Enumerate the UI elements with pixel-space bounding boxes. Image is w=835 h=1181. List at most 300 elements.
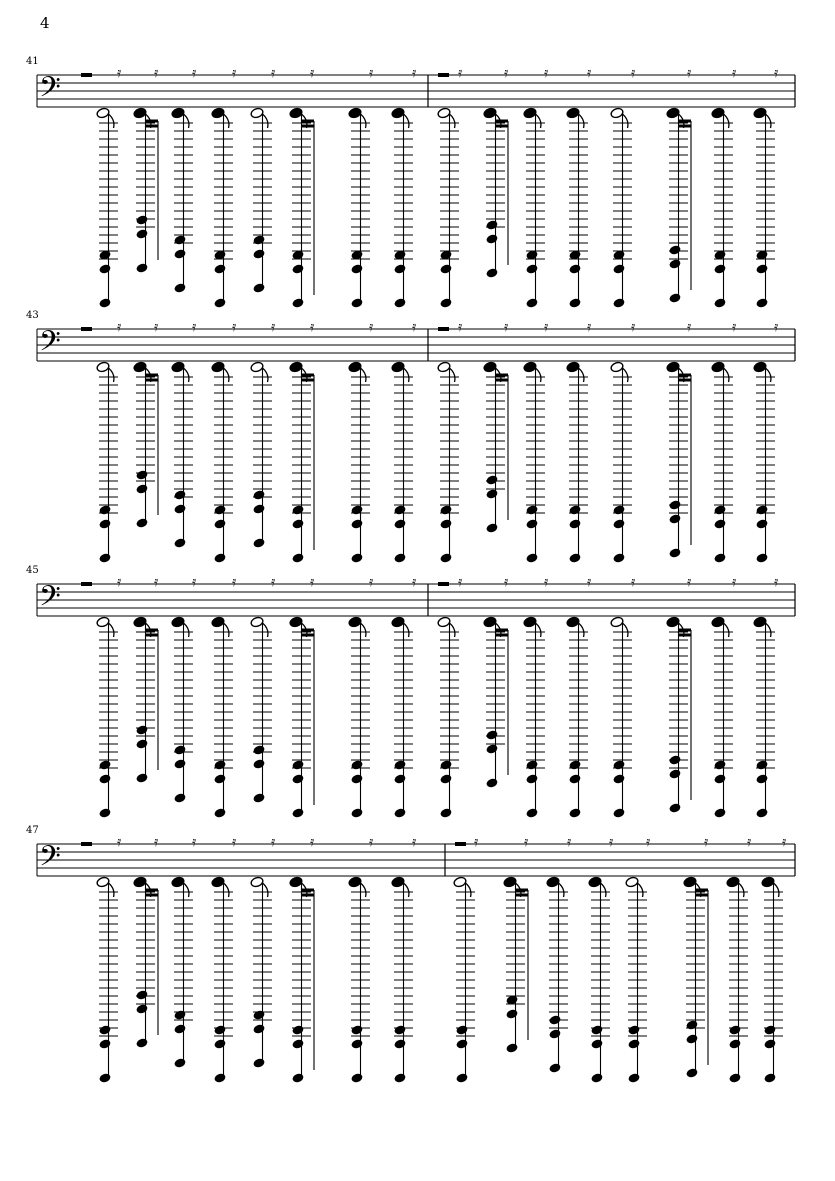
sixteenth-rest: 𝄿 (687, 319, 692, 335)
low-note-head (98, 1038, 111, 1049)
low-note-head (627, 1038, 640, 1049)
low-note-head (291, 504, 304, 515)
bottom-note-head (393, 807, 406, 818)
bottom-note-head (713, 552, 726, 563)
low-note-head (713, 518, 726, 529)
low-note-head (291, 1038, 304, 1049)
low-note-head (173, 1023, 186, 1034)
note-flag (450, 623, 455, 637)
low-note-head (590, 1024, 603, 1035)
bottom-note-head (135, 262, 148, 273)
note-flag (184, 368, 189, 382)
sixteenth-rest: 𝄿 (369, 574, 374, 590)
system-2-measure-number: 43 (26, 310, 39, 321)
low-note-head (135, 483, 148, 494)
low-note-head (455, 1038, 468, 1049)
sixteenth-rest: 𝄿 (192, 574, 197, 590)
sixteenth-rest: 𝄿 (774, 319, 779, 335)
bottom-note-head (590, 1072, 603, 1083)
low-note-head (668, 513, 681, 524)
whole-rest (81, 73, 92, 77)
note-flag (109, 368, 114, 382)
low-note-head (612, 504, 625, 515)
sixteenth-rest: 𝄿 (310, 834, 315, 850)
low-note-head (98, 759, 111, 770)
low-note-head (568, 518, 581, 529)
low-note-head (439, 518, 452, 529)
note-flag (766, 114, 771, 128)
note-flag (766, 368, 771, 382)
low-note-head (668, 258, 681, 269)
low-note-head (213, 263, 226, 274)
sixteenth-rest: 𝄿 (524, 834, 529, 850)
note-flag (623, 623, 628, 637)
low-note-head (525, 773, 538, 784)
sixteenth-rest: 𝄿 (271, 319, 276, 335)
low-note-head (291, 1024, 304, 1035)
low-note-head (252, 1023, 265, 1034)
low-note-head (350, 1038, 363, 1049)
low-note-head (98, 504, 111, 515)
bottom-note-head (252, 1057, 265, 1068)
note-flag (184, 114, 189, 128)
system-4 (37, 834, 795, 1084)
bottom-note-head (568, 297, 581, 308)
low-note-head (252, 758, 265, 769)
note-flag (224, 623, 229, 637)
low-note-head (291, 518, 304, 529)
low-note-head (505, 1008, 518, 1019)
low-note-head (568, 759, 581, 770)
sixteenth-rest: 𝄿 (117, 319, 122, 335)
low-note-head (763, 1024, 776, 1035)
note-flag (404, 623, 409, 637)
sixteenth-rest: 𝄿 (587, 574, 592, 590)
sixteenth-rest: 𝄿 (732, 65, 737, 81)
low-note-head (252, 234, 265, 245)
sixteenth-rest: 𝄿 (232, 574, 237, 590)
sixteenth-rest: 𝄿 (544, 319, 549, 335)
sixteenth-rest: 𝄿 (117, 834, 122, 850)
low-note-head (393, 1024, 406, 1035)
bottom-note-head (568, 807, 581, 818)
bottom-note-head (439, 297, 452, 308)
bottom-note-head (548, 1062, 561, 1073)
sixteenth-rest: 𝄿 (704, 834, 709, 850)
bottom-note-head (98, 1072, 111, 1083)
low-note-head (568, 504, 581, 515)
low-note-head (173, 758, 186, 769)
low-note-head (612, 773, 625, 784)
low-note-head (252, 1009, 265, 1020)
sixteenth-rest: 𝄿 (232, 65, 237, 81)
sixteenth-rest: 𝄿 (504, 574, 509, 590)
bottom-note-head (439, 552, 452, 563)
sixteenth-rest: 𝄿 (587, 65, 592, 81)
note-flag (224, 114, 229, 128)
low-note-head (252, 503, 265, 514)
low-note-head (135, 738, 148, 749)
note-flag (739, 883, 744, 897)
low-note-head (393, 263, 406, 274)
sixteenth-rest: 𝄿 (271, 65, 276, 81)
bottom-note-head (755, 807, 768, 818)
bottom-note-head (252, 282, 265, 293)
low-note-head (173, 503, 186, 514)
system-1-measure-number: 41 (26, 56, 39, 67)
low-note-head (213, 773, 226, 784)
low-note-head (291, 773, 304, 784)
note-flag (623, 114, 628, 128)
note-flag (536, 114, 541, 128)
bottom-note-head (135, 517, 148, 528)
note-flag (109, 623, 114, 637)
page-number: 4 (40, 14, 50, 32)
low-note-head (763, 1038, 776, 1049)
sixteenth-rest: 𝄿 (310, 65, 315, 81)
sixteenth-rest: 𝄿 (631, 319, 636, 335)
bottom-note-head (291, 807, 304, 818)
sixteenth-rest: 𝄿 (369, 834, 374, 850)
low-note-head (668, 244, 681, 255)
bottom-note-head (763, 1072, 776, 1083)
bottom-note-head (98, 552, 111, 563)
sixteenth-rest: 𝄿 (154, 834, 159, 850)
low-note-head (252, 248, 265, 259)
sixteenth-rest: 𝄿 (412, 834, 417, 850)
note-flag (361, 883, 366, 897)
note-flag (109, 883, 114, 897)
bottom-note-head (98, 297, 111, 308)
note-flag (184, 623, 189, 637)
low-note-head (98, 518, 111, 529)
whole-rest (455, 842, 466, 846)
bottom-note-head (291, 1072, 304, 1083)
bottom-note-head (393, 297, 406, 308)
low-note-head (252, 744, 265, 755)
sixteenth-rest: 𝄿 (609, 834, 614, 850)
bottom-note-head (505, 1042, 518, 1053)
sixteenth-rest: 𝄿 (412, 65, 417, 81)
low-note-head (455, 1024, 468, 1035)
low-note-head (728, 1038, 741, 1049)
low-note-head (439, 773, 452, 784)
low-note-head (135, 989, 148, 1000)
low-note-head (755, 518, 768, 529)
low-note-head (350, 518, 363, 529)
low-note-head (135, 214, 148, 225)
bottom-note-head (350, 552, 363, 563)
low-note-head (685, 1019, 698, 1030)
note-flag (638, 883, 643, 897)
sixteenth-rest: 𝄿 (732, 319, 737, 335)
whole-rest (438, 73, 449, 77)
bottom-note-head (135, 772, 148, 783)
bottom-note-head (350, 297, 363, 308)
low-note-head (135, 1003, 148, 1014)
sixteenth-rest: 𝄿 (271, 834, 276, 850)
bass-clef: 𝄢 (39, 325, 61, 365)
sixteenth-rest: 𝄿 (154, 65, 159, 81)
bottom-note-head (173, 792, 186, 803)
sixteenth-rest: 𝄿 (117, 65, 122, 81)
bottom-note-head (455, 1072, 468, 1083)
note-flag (450, 368, 455, 382)
bottom-note-head (612, 807, 625, 818)
bottom-note-head (668, 547, 681, 558)
low-note-head (291, 263, 304, 274)
low-note-head (393, 1038, 406, 1049)
low-note-head (590, 1038, 603, 1049)
note-flag (224, 883, 229, 897)
low-note-head (668, 768, 681, 779)
low-note-head (393, 773, 406, 784)
bottom-note-head (350, 807, 363, 818)
note-flag (450, 114, 455, 128)
bottom-note-head (98, 807, 111, 818)
low-note-head (393, 759, 406, 770)
system-3 (37, 574, 795, 819)
note-flag (224, 368, 229, 382)
sixteenth-rest: 𝄿 (271, 574, 276, 590)
note-flag (766, 623, 771, 637)
bottom-note-head (213, 1072, 226, 1083)
bottom-note-head (135, 1037, 148, 1048)
bottom-note-head (213, 297, 226, 308)
note-flag (536, 623, 541, 637)
low-note-head (173, 489, 186, 500)
low-note-head (173, 1009, 186, 1020)
bottom-note-head (485, 267, 498, 278)
note-flag (404, 368, 409, 382)
bass-clef: 𝄢 (39, 840, 61, 880)
low-note-head (173, 234, 186, 245)
sixteenth-rest: 𝄿 (192, 65, 197, 81)
bottom-note-head (485, 777, 498, 788)
low-note-head (755, 759, 768, 770)
low-note-head (525, 759, 538, 770)
low-note-head (713, 504, 726, 515)
low-note-head (713, 263, 726, 274)
sixteenth-rest: 𝄿 (782, 834, 787, 850)
sixteenth-rest: 𝄿 (369, 65, 374, 81)
bottom-note-head (393, 1072, 406, 1083)
low-note-head (135, 724, 148, 735)
low-note-head (485, 729, 498, 740)
low-note-head (728, 1024, 741, 1035)
bottom-note-head (252, 537, 265, 548)
note-flag (263, 623, 268, 637)
low-note-head (485, 743, 498, 754)
bottom-note-head (291, 297, 304, 308)
sixteenth-rest: 𝄿 (687, 65, 692, 81)
note-flag (724, 114, 729, 128)
low-note-head (685, 1033, 698, 1044)
low-note-head (525, 518, 538, 529)
low-note-head (525, 263, 538, 274)
low-note-head (252, 489, 265, 500)
bottom-note-head (439, 807, 452, 818)
bottom-note-head (612, 297, 625, 308)
low-note-head (612, 759, 625, 770)
low-note-head (173, 248, 186, 259)
low-note-head (350, 773, 363, 784)
low-note-head (755, 504, 768, 515)
low-note-head (350, 1024, 363, 1035)
low-note-head (393, 504, 406, 515)
note-flag (263, 114, 268, 128)
bottom-note-head (252, 792, 265, 803)
whole-rest (81, 327, 92, 331)
low-note-head (213, 518, 226, 529)
sixteenth-rest: 𝄿 (154, 574, 159, 590)
low-note-head (213, 1038, 226, 1049)
sixteenth-rest: 𝄿 (774, 574, 779, 590)
bass-clef: 𝄢 (39, 71, 61, 111)
bottom-note-head (350, 1072, 363, 1083)
bottom-note-head (213, 552, 226, 563)
sixteenth-rest: 𝄿 (232, 834, 237, 850)
note-flag (466, 883, 471, 897)
bottom-note-head (173, 282, 186, 293)
note-flag (361, 114, 366, 128)
low-note-head (713, 773, 726, 784)
low-note-head (548, 1028, 561, 1039)
note-flag (559, 883, 564, 897)
note-flag (579, 368, 584, 382)
bottom-note-head (485, 522, 498, 533)
sixteenth-rest: 𝄿 (310, 574, 315, 590)
bottom-note-head (213, 807, 226, 818)
low-note-head (291, 759, 304, 770)
sixteenth-rest: 𝄿 (192, 319, 197, 335)
bottom-note-head (525, 297, 538, 308)
low-note-head (135, 228, 148, 239)
sixteenth-rest: 𝄿 (458, 319, 463, 335)
bottom-note-head (668, 802, 681, 813)
note-flag (623, 368, 628, 382)
sixteenth-rest: 𝄿 (310, 319, 315, 335)
sixteenth-rest: 𝄿 (544, 574, 549, 590)
bottom-note-head (668, 292, 681, 303)
bottom-note-head (291, 552, 304, 563)
whole-rest (438, 582, 449, 586)
low-note-head (98, 1024, 111, 1035)
low-note-head (612, 518, 625, 529)
note-flag (184, 883, 189, 897)
sixteenth-rest: 𝄿 (567, 834, 572, 850)
low-note-head (213, 504, 226, 515)
bottom-note-head (627, 1072, 640, 1083)
low-note-head (439, 504, 452, 515)
note-flag (263, 883, 268, 897)
note-flag (536, 368, 541, 382)
sixteenth-rest: 𝄿 (232, 319, 237, 335)
sixteenth-rest: 𝄿 (687, 574, 692, 590)
bottom-note-head (173, 1057, 186, 1068)
sixteenth-rest: 𝄿 (192, 834, 197, 850)
bottom-note-head (173, 537, 186, 548)
note-flag (579, 114, 584, 128)
bottom-note-head (525, 552, 538, 563)
sixteenth-rest: 𝄿 (631, 65, 636, 81)
note-flag (601, 883, 606, 897)
note-flag (724, 623, 729, 637)
bottom-note-head (685, 1067, 698, 1078)
low-note-head (213, 759, 226, 770)
low-note-head (668, 754, 681, 765)
sixteenth-rest: 𝄿 (117, 574, 122, 590)
low-note-head (173, 744, 186, 755)
sixteenth-rest: 𝄿 (587, 319, 592, 335)
note-flag (404, 114, 409, 128)
sixteenth-rest: 𝄿 (458, 574, 463, 590)
low-note-head (525, 504, 538, 515)
low-note-head (439, 759, 452, 770)
whole-rest (81, 582, 92, 586)
note-flag (109, 114, 114, 128)
low-note-head (350, 263, 363, 274)
sixteenth-rest: 𝄿 (544, 65, 549, 81)
sixteenth-rest: 𝄿 (774, 65, 779, 81)
sixteenth-rest: 𝄿 (474, 834, 479, 850)
note-flag (263, 368, 268, 382)
low-note-head (668, 499, 681, 510)
sixteenth-rest: 𝄿 (504, 319, 509, 335)
system-4-measure-number: 47 (26, 825, 39, 836)
low-note-head (350, 759, 363, 770)
sixteenth-rest: 𝄿 (747, 834, 752, 850)
bottom-note-head (525, 807, 538, 818)
system-2 (37, 319, 795, 564)
note-flag (724, 368, 729, 382)
low-note-head (135, 469, 148, 480)
system-3-measure-number: 45 (26, 565, 39, 576)
sixteenth-rest: 𝄿 (458, 65, 463, 81)
note-flag (361, 623, 366, 637)
low-note-head (98, 263, 111, 274)
bottom-note-head (612, 552, 625, 563)
low-note-head (98, 773, 111, 784)
sixteenth-rest: 𝄿 (732, 574, 737, 590)
bottom-note-head (713, 297, 726, 308)
sixteenth-rest: 𝄿 (154, 319, 159, 335)
low-note-head (485, 233, 498, 244)
note-flag (774, 883, 779, 897)
bottom-note-head (713, 807, 726, 818)
low-note-head (627, 1024, 640, 1035)
low-note-head (485, 474, 498, 485)
sixteenth-rest: 𝄿 (369, 319, 374, 335)
low-note-head (568, 263, 581, 274)
low-note-head (439, 263, 452, 274)
low-note-head (713, 759, 726, 770)
low-note-head (485, 488, 498, 499)
low-note-head (485, 219, 498, 230)
bottom-note-head (568, 552, 581, 563)
low-note-head (755, 263, 768, 274)
low-note-head (393, 518, 406, 529)
low-note-head (350, 504, 363, 515)
sixteenth-rest: 𝄿 (504, 65, 509, 81)
low-note-head (568, 773, 581, 784)
bottom-note-head (393, 552, 406, 563)
low-note-head (612, 263, 625, 274)
sixteenth-rest: 𝄿 (646, 834, 651, 850)
note-flag (579, 623, 584, 637)
whole-rest (438, 327, 449, 331)
note-flag (361, 368, 366, 382)
